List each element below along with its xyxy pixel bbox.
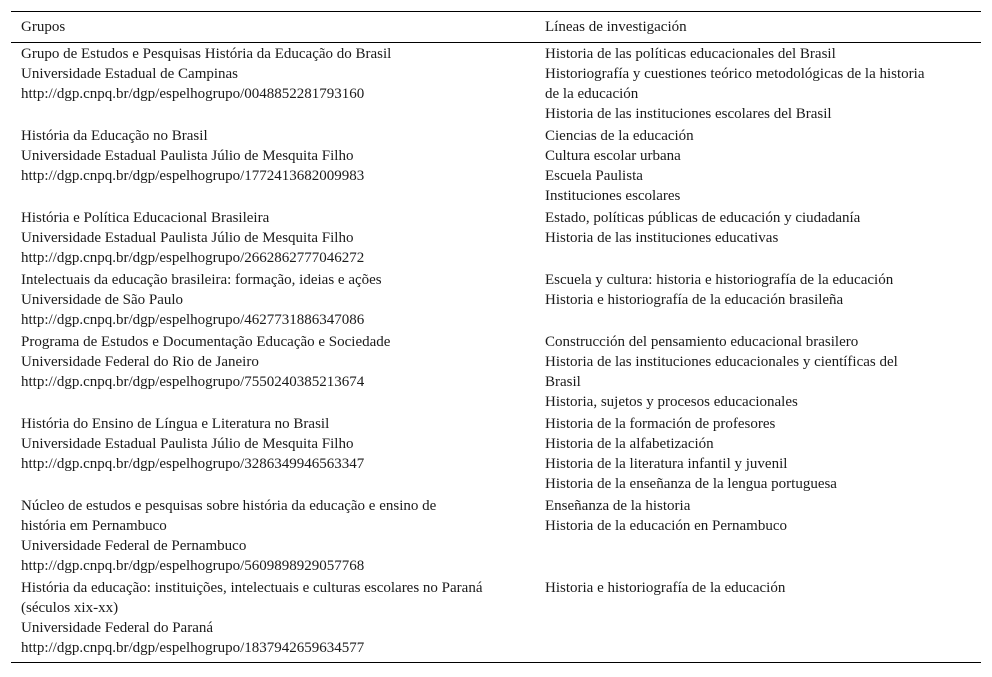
research-line-text: Historia de las instituciones educativas xyxy=(545,230,779,246)
research-line-text: Escuela y cultura: historia e historiografía de la educación xyxy=(545,272,894,288)
group-cell-line: Programa de Estudos e Documentação Educação e Sociedade xyxy=(21,334,391,350)
group-cell-line: (séculos xix-xx) xyxy=(21,600,119,616)
research-lines-cell xyxy=(534,414,981,494)
group-cell xyxy=(11,208,534,268)
group-cell-line: Universidade Estadual de Campinas xyxy=(21,66,239,82)
group-cell-line: Universidade de São Paulo xyxy=(21,292,184,308)
table-row xyxy=(11,414,981,496)
research-lines-cell xyxy=(534,44,981,124)
research-line-text: Historia de la formación de profesores xyxy=(545,416,776,432)
research-line-text: de la educación xyxy=(545,86,639,102)
research-line-text: Enseñanza de la historia xyxy=(545,498,691,514)
header-research-lines: Líneas de investigación xyxy=(545,18,687,35)
group-cell-line: Universidade Estadual Paulista Júlio de Mesquita Filho xyxy=(21,230,354,246)
research-line-text: Estado, políticas públicas de educación y ciudadanía xyxy=(545,210,861,226)
table-row xyxy=(11,578,981,660)
research-lines-cell xyxy=(534,332,981,412)
research-line-text: Historia de las instituciones escolares del Brasil xyxy=(545,106,832,122)
bottom-rule xyxy=(11,662,981,663)
group-cell xyxy=(11,270,534,330)
research-line-text: Escuela Paulista xyxy=(545,168,643,184)
research-line-text: Cultura escolar urbana xyxy=(545,148,681,164)
group-cell-line: História do Ensino de Língua e Literatura no Brasil xyxy=(21,416,330,432)
table-row xyxy=(11,332,981,414)
research-lines-cell xyxy=(534,208,981,268)
group-cell-line: http://dgp.cnpq.br/dgp/espelhogrupo/7550240385213674 xyxy=(21,374,365,390)
group-cell-line: http://dgp.cnpq.br/dgp/espelhogrupo/4627731886347086 xyxy=(21,312,365,328)
group-cell-line: Universidade Federal de Pernambuco xyxy=(21,538,247,554)
table-row xyxy=(11,270,981,332)
research-line-text: Brasil xyxy=(545,374,581,390)
research-lines-cell xyxy=(534,126,981,206)
group-cell-line: http://dgp.cnpq.br/dgp/espelhogrupo/1837942659634577 xyxy=(21,640,365,656)
research-line-text: Historia de la literatura infantil y juvenil xyxy=(545,456,788,472)
group-cell-line: História da educação: instituições, intelectuais e culturas escolares no Paraná xyxy=(21,580,483,596)
group-cell-line: http://dgp.cnpq.br/dgp/espelhogrupo/2662862777046272 xyxy=(21,250,365,266)
research-line-text: Construcción del pensamiento educacional brasilero xyxy=(545,334,859,350)
group-cell xyxy=(11,44,534,124)
group-cell-line: Grupo de Estudos e Pesquisas História da Educação do Brasil xyxy=(21,46,392,62)
group-cell-line: Universidade Federal do Paraná xyxy=(21,620,214,636)
research-lines-cell xyxy=(534,270,981,330)
research-line-text: Historia de la educación en Pernambuco xyxy=(545,518,787,534)
research-line-text: Historia e historiografía de la educación xyxy=(545,580,786,596)
research-line-text: Historia, sujetos y procesos educacionales xyxy=(545,394,798,410)
table-row xyxy=(11,496,981,578)
table-header-row xyxy=(11,12,981,43)
group-cell xyxy=(11,578,534,658)
group-cell-line: Núcleo de estudos e pesquisas sobre história da educação e ensino de xyxy=(21,498,437,514)
group-cell-line: http://dgp.cnpq.br/dgp/espelhogrupo/3286349946563347 xyxy=(21,456,365,472)
header-groups: Grupos xyxy=(21,18,66,35)
research-line-text: Historiografía y cuestiones teórico metodológicas de la historia xyxy=(545,66,925,82)
group-cell-line: História e Política Educacional Brasileira xyxy=(21,210,270,226)
group-cell-line: http://dgp.cnpq.br/dgp/espelhogrupo/5609898929057768 xyxy=(21,558,365,574)
group-cell xyxy=(11,332,534,412)
research-line-text: Instituciones escolares xyxy=(545,188,681,204)
group-cell xyxy=(11,126,534,206)
group-cell-line: http://dgp.cnpq.br/dgp/espelhogrupo/1772413682009983 xyxy=(21,168,365,184)
group-cell-line: Universidade Federal do Rio de Janeiro xyxy=(21,354,259,370)
research-groups-table xyxy=(11,11,981,663)
table-row xyxy=(11,126,981,208)
research-line-text: Ciencias de la educación xyxy=(545,128,694,144)
group-cell-line: Universidade Estadual Paulista Júlio de Mesquita Filho xyxy=(21,436,354,452)
research-line-text: Historia de la enseñanza de la lengua portuguesa xyxy=(545,476,837,492)
research-lines-cell xyxy=(534,496,981,576)
group-cell-line: http://dgp.cnpq.br/dgp/espelhogrupo/0048852281793160 xyxy=(21,86,365,102)
group-cell xyxy=(11,414,534,494)
group-cell-line: Universidade Estadual Paulista Júlio de Mesquita Filho xyxy=(21,148,354,164)
table-row xyxy=(11,208,981,270)
table-row xyxy=(11,44,981,126)
table-body xyxy=(11,43,981,660)
research-lines-cell xyxy=(534,578,981,658)
group-cell-line: História da Educação no Brasil xyxy=(21,128,208,144)
group-cell xyxy=(11,496,534,576)
research-line-text: Historia de las políticas educacionales del Brasil xyxy=(545,46,836,62)
research-line-text: Historia de la alfabetización xyxy=(545,436,714,452)
research-line-text: Historia e historiografía de la educación brasileña xyxy=(545,292,844,308)
group-cell-line: história em Pernambuco xyxy=(21,518,167,534)
group-cell-line: Intelectuais da educação brasileira: formação, ideias e ações xyxy=(21,272,382,288)
research-line-text: Historia de las instituciones educacionales y científicas del xyxy=(545,354,898,370)
